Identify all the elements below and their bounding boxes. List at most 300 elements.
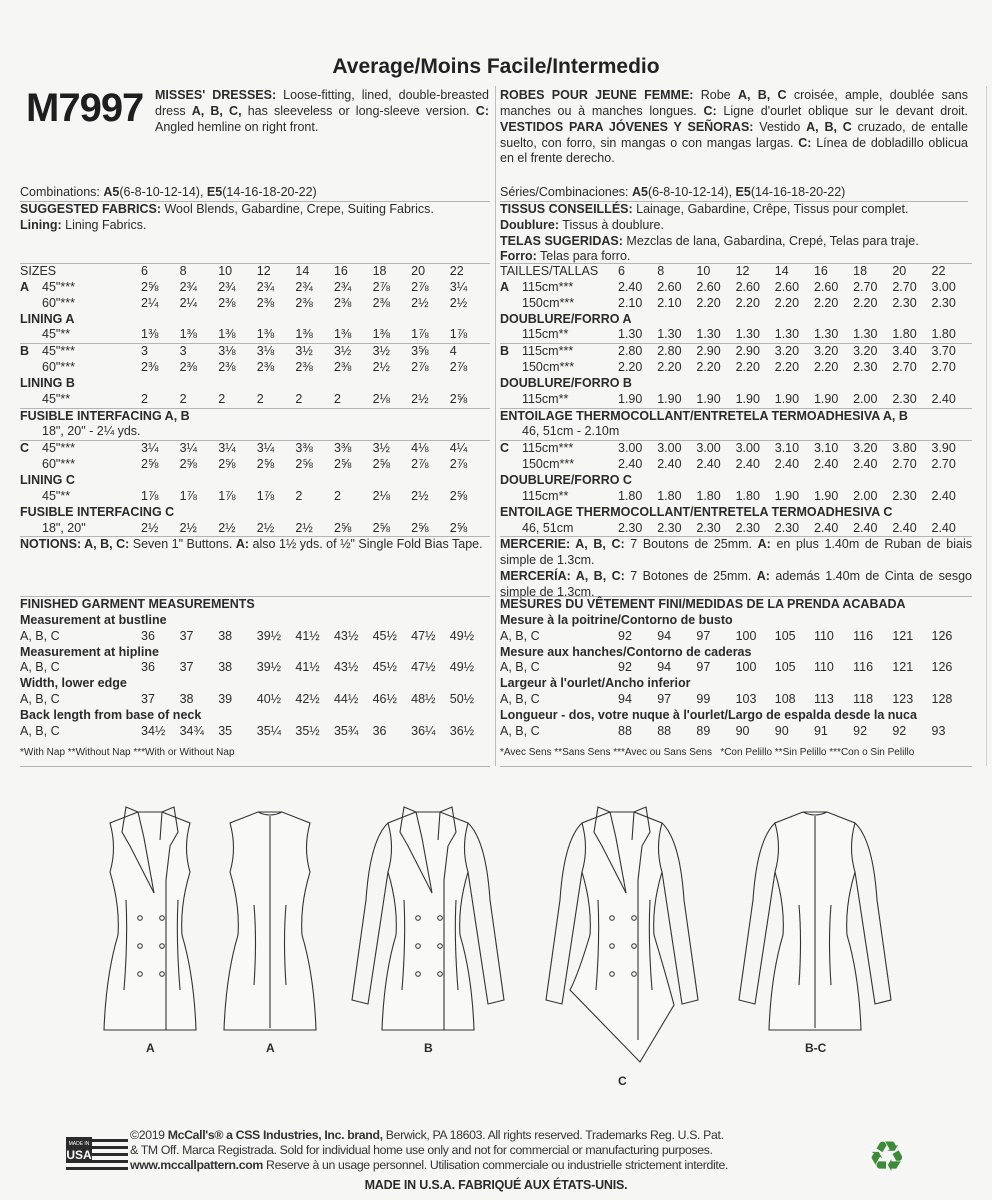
bold-text: C: [703,103,717,118]
value-cell: 2⅝ [141,279,159,294]
value-cell: 2⅜ [333,295,352,310]
finished-measurements-en [20,596,490,767]
value-cell: 3.00 [735,441,760,456]
value-cell: 3⅜ [295,441,313,456]
table-row: 46, 51cm - 2.10m [522,424,620,439]
table-row [500,296,972,312]
difficulty-heading: Average/Moins Facile/Intermedio [332,55,660,78]
table-row [500,660,972,676]
value-cell: 3.00 [931,279,956,294]
bold-text: A, B, C [806,119,852,134]
table-row [500,724,972,740]
view-letter: B [500,344,510,359]
value-cell: 49½ [449,660,475,675]
table-row [500,343,972,360]
text: Wool Blends, Gabardine, Crepe, Suiting Fabrics. [161,201,434,216]
finished-rows [20,597,490,740]
value-cell: 2⅛ [372,391,390,406]
fabric-width: 45"** [42,488,71,503]
value-cell: 2.20 [774,360,800,375]
value-cell: 2 [218,391,226,406]
value-cell: 50½ [449,692,475,707]
value-cell: 3.40 [892,344,917,359]
text: cruzado, de entalle suelto, con forro, sin mangas o con mangas largas. [500,119,968,150]
value-cell: 1.30 [813,327,839,342]
bold-text: SUGGESTED FABRICS: [20,201,161,216]
bold-text: A: [757,537,771,552]
value-cell: 1.80 [892,327,917,342]
value-cell: 2⅜ [295,360,313,375]
section-heading: Width, lower edge [20,676,127,691]
text: 7 Boutons de 25mm. [624,537,758,552]
value-cell: 94 [657,660,672,675]
fabric-width: A, B, C [500,723,540,738]
value-cell: 2 [295,488,303,503]
text: Línea de dobladillo oblicua en el frente derecho. [500,135,968,166]
table-row [20,327,490,343]
size-header: 12 [735,264,750,278]
value-cell: 2⅞ [411,457,429,472]
value-cell: 2.40 [892,520,917,535]
table-row [500,440,972,457]
value-cell: 2.40 [696,457,721,472]
value-cell: 35½ [295,723,320,738]
bold-text: Doublure: [500,217,560,232]
table-row [20,660,490,676]
text: Seven 1" Buttons. [129,537,236,552]
value-cell: 2.10 [618,295,643,310]
fabric-width: 60"*** [42,295,75,310]
row-label [500,521,618,537]
fabric-width: 46, 51cm [522,520,574,535]
value-cell: 1⅜ [218,327,236,342]
edge-line [986,86,987,766]
row-label [20,489,141,505]
value-cell: 47½ [411,660,436,675]
value-cell: 126 [931,628,953,643]
value-cell: 3.20 [774,344,800,359]
value-cell: 92 [618,628,632,643]
text: 7 Botones de 25mm. [624,569,757,584]
value-cell: 92 [618,660,632,675]
value-cell: 3½ [372,344,390,359]
value-cell: 113 [813,692,834,707]
value-cell: 2.40 [931,488,956,503]
value-cell: 1.30 [696,327,721,342]
value-cell: 1⅞ [141,488,159,503]
value-cell: 2 [256,391,264,406]
row-label [500,457,618,473]
bold-text: C: [798,135,812,150]
value-cell: 1.30 [853,327,878,342]
value-cell: 2⅝ [295,457,313,472]
value-cell: 2⅞ [411,360,429,375]
value-cell: 2⅝ [333,457,352,472]
value-cell: 123 [892,692,914,707]
section-heading: ENTOILAGE THERMOCOLLANT/ENTRETELA TERMOADHESIVA C [500,504,893,519]
view-letter: C [20,441,30,456]
fabric-width: SIZES [20,264,57,278]
value-cell: 3.70 [931,344,956,359]
view-label-b: B [424,1041,433,1055]
table-row [20,457,490,473]
value-cell: 2.30 [853,360,878,375]
row-label [20,327,141,343]
value-cell: 2.70 [892,279,917,294]
value-cell: 2⅞ [411,279,429,294]
value-cell: 1.90 [774,391,800,406]
value-cell: 2.70 [931,457,956,472]
value-cell: 36 [372,723,387,738]
value-cell: 1.90 [657,391,682,406]
value-cell: 3¼ [256,441,275,456]
value-cell: 2½ [411,391,429,406]
row-label [500,344,618,360]
row-label [20,521,141,537]
value-cell: 3⅜ [333,441,352,456]
value-cell: 1⅞ [256,488,275,503]
value-cell: 2⅜ [295,295,313,310]
combinations [500,185,968,202]
bold-text: E5 [735,185,751,199]
row-label [20,660,141,676]
value-cell: 2.20 [774,295,800,310]
row-label [20,296,141,312]
value-cell: 2½ [449,295,468,310]
value-cell: 2.20 [696,360,721,375]
table-row [500,327,972,343]
dress-outline [104,812,196,1030]
value-cell: 116 [853,660,874,675]
value-cell: 1.80 [735,488,760,503]
size-header: 6 [618,264,625,278]
section-heading: MESURES DU VÊTEMENT FINI/MEDIDAS DE LA PRENDA ACABADA [500,597,906,611]
value-cell: 2⅝ [449,488,468,503]
fabric-width: 45"** [42,391,71,406]
row-label [500,660,618,676]
dress-outline [570,812,674,1062]
value-cell: 2.80 [618,344,643,359]
value-cell: 2½ [372,360,390,375]
value-cell: 2.70 [931,360,956,375]
fabric-width: 150cm*** [522,360,575,375]
value-cell: 2⅜ [372,295,390,310]
fabrics-fr-es [500,185,968,265]
value-cell: 2⅛ [372,488,390,503]
value-cell: 92 [853,723,868,738]
value-cell: 2⅝ [179,457,197,472]
value-cell: 2.20 [657,360,682,375]
value-cell: 2.60 [774,279,800,294]
section-heading: Back length from base of neck [20,707,202,722]
value-cell: 45½ [372,660,397,675]
value-cell: 3.00 [618,441,643,456]
bold-text: VESTIDOS PARA JÓVENES Y SEÑORAS: [500,119,754,134]
bold-text: Forro: [500,249,537,264]
value-cell: 1.90 [735,391,760,406]
value-cell: 1⅜ [141,327,159,342]
value-cell: 2.60 [657,279,682,294]
table-row [20,280,490,296]
row-label [500,692,618,708]
size-header: 10 [696,264,711,278]
value-cell: 116 [853,628,874,643]
pattern-number: M7997 [26,86,144,130]
sleeve-left [352,823,388,1004]
notions-text [500,536,972,569]
value-cell: 2.40 [853,520,878,535]
value-cell: 2.60 [696,279,721,294]
value-cell: 108 [774,692,796,707]
usa-logo-main: USA [66,1148,92,1162]
fabric-width: A, B, C [500,628,540,643]
fabric-width: A, B, C [500,692,540,707]
value-cell: 2.70 [892,457,917,472]
value-cell: 89 [696,723,711,738]
value-cell: 94 [657,628,672,643]
fabric-width: A, B, C [20,692,60,707]
value-cell: 2⅞ [449,360,468,375]
section-heading: Longueur - dos, votre nuque à l'ourlet/Largo de espalda desde la nuca [500,707,917,722]
value-cell: 2½ [218,520,236,535]
value-cell: 2⅝ [372,457,390,472]
section-heading: DOUBLURE/FORRO A [500,311,632,326]
size-header: 16 [333,264,348,278]
value-cell: 2.10 [657,295,682,310]
value-cell: 2.40 [735,457,760,472]
table-row [20,489,490,505]
sleeve-right [662,823,698,1004]
sleeve-right [855,823,891,1004]
value-cell: 2.80 [657,344,682,359]
size-header: 8 [179,264,187,278]
section-heading: DOUBLURE/FORRO B [500,375,632,390]
value-cell: 1⅜ [295,327,313,342]
value-cell: 36¼ [411,723,436,738]
value-cell: 2⅜ [333,360,352,375]
fabric-width: 150cm*** [522,457,575,472]
size-header: 14 [774,264,789,278]
fabric-width: A, B, C [20,660,60,675]
fabric-width: 115cm*** [522,441,574,456]
value-cell: 36 [141,628,155,643]
table-row [500,629,972,645]
value-cell: 2.30 [892,391,917,406]
view-label-a-back: A [266,1041,275,1055]
value-cell: 2½ [179,520,197,535]
suggested-fabrics [20,202,490,218]
section-heading: LINING C [20,472,75,487]
value-cell: 90 [774,723,789,738]
bold-text: MERCERÍA: A, B, C: [500,569,625,584]
table-row [20,296,490,312]
website-line [130,1158,910,1173]
fabric-width: 115cm*** [522,344,574,359]
value-cell: 2.70 [892,360,917,375]
fabric-width: 115cm** [522,327,569,342]
value-cell: 93 [931,723,946,738]
view-label-b-c-back: B-C [805,1041,827,1055]
value-cell: 2.20 [735,295,760,310]
section-heading: Largeur à l'ourlet/Ancho inferior [500,676,691,691]
section-heading: FUSIBLE INTERFACING A, B [20,408,490,425]
value-cell: 2.20 [813,295,839,310]
size-header: 10 [218,264,233,278]
table-row [500,521,972,537]
table-row [20,629,490,645]
value-cell: 2 [141,391,148,406]
bold-text: ROBES POUR JEUNE FEMME: [500,88,694,102]
value-cell: 3.00 [696,441,721,456]
value-cell: 43½ [333,660,359,675]
value-cell: 105 [774,628,796,643]
value-cell: 34½ [141,723,166,738]
made-in-usa-logo [66,1137,128,1171]
dress-outline [382,812,474,1030]
value-cell: 2.30 [696,520,721,535]
table-row [20,692,490,708]
value-cell: 3 [141,344,148,359]
value-cell: 34¾ [179,723,204,738]
fabric-width: 45"** [42,327,71,342]
value-cell: 128 [931,692,953,707]
value-cell: 3¼ [179,441,197,456]
value-cell: 3.10 [774,441,800,456]
table-row [500,692,972,708]
value-cell: 41½ [295,660,320,675]
size-header: 18 [372,264,387,278]
section-heading: Mesure à la poitrine/Contorno de busto [500,612,733,627]
row-label [500,296,618,312]
size-header: 16 [813,264,828,278]
value-cell: 2⅜ [256,360,275,375]
value-cell: 44½ [333,692,359,707]
value-cell: 99 [696,692,711,707]
value-cell: 3¼ [218,441,236,456]
value-cell: 1.90 [618,391,643,406]
value-cell: 2⅜ [218,295,236,310]
text: Robe [693,88,738,102]
value-cell: 1.90 [813,391,839,406]
row-label [500,264,618,280]
value-cell: 97 [696,628,711,643]
text: croisée, ample, doublée sans manches ou à manches longues. [500,88,968,118]
row-label [20,629,141,645]
sizes-header-row [20,264,490,280]
view-letter: A [20,279,30,294]
value-cell: 2.40 [813,457,839,472]
table-row [20,392,490,408]
bold-text: Lining: [20,217,62,232]
row-label [500,360,618,376]
garment-drawings [0,780,992,1100]
fabric-width: 18", 20" [42,520,86,535]
value-cell: 3½ [295,344,313,359]
bold-text: A, B, C, [191,103,242,118]
value-cell: 2.30 [892,488,917,503]
recycle-icon: ♻ [868,1133,906,1180]
value-cell: 46½ [372,692,397,707]
text: also 1½ yds. of ½" Single Fold Bias Tape. [249,537,483,552]
text: Loose-fitting, lined, double-breasted dress [155,88,489,118]
value-cell: 38 [218,660,233,675]
value-cell: 2⅜ [218,360,236,375]
value-cell: 2½ [256,520,275,535]
row-label [500,489,618,505]
description-fr-es [500,88,968,167]
value-cell: 39½ [256,628,282,643]
fabric-width: 45"*** [42,441,75,456]
value-cell: 36½ [449,723,475,738]
fabric-width: 60"*** [42,360,75,375]
text: ©2019 [130,1128,168,1142]
value-cell: 1.30 [774,327,800,342]
value-cell: 2.30 [931,295,956,310]
value-cell: 4⅛ [411,441,429,456]
text: en plus 1.40m de Ruban de biais simple de 1.3cm. [500,537,972,568]
value-cell: 3.80 [892,441,917,456]
value-cell: 126 [931,660,953,675]
value-cell: 37 [141,692,155,707]
value-cell: 2.30 [774,520,800,535]
usa-logo-top: MADE IN [68,1141,90,1147]
text: & TM Off. Marca Registrada. Sold for individual home use only and not for commercial or manufacturing purposes. [130,1143,713,1157]
value-cell: 2¾ [218,279,236,294]
value-cell: 2½ [295,520,313,535]
value-cell: 2⅜ [256,295,275,310]
lining-fabrics-fr [500,218,968,234]
value-cell: 35 [218,723,233,738]
text: Tissus à doublure. [559,217,664,232]
value-cell: 1⅜ [333,327,352,342]
section-heading: LINING A [20,311,75,326]
fabric-width: A, B, C [20,628,60,643]
value-cell: 1.80 [657,488,682,503]
value-cell: 2.40 [618,279,643,294]
section-heading: DOUBLURE/FORRO C [500,472,632,487]
fabric-width: 115cm** [522,488,569,503]
lining-fabrics [20,218,490,234]
value-cell: 3.20 [853,441,878,456]
value-cell: 1.80 [931,327,956,342]
text: Ligne d'ourlet oblique sur le devant droit. [716,103,968,118]
row-label [20,360,141,376]
value-cell: 2¼ [141,295,159,310]
value-cell: 97 [657,692,672,707]
value-cell: 41½ [295,628,320,643]
value-cell: 42½ [295,692,320,707]
value-cell: 3⅝ [411,344,429,359]
value-cell: 2⅞ [372,279,390,294]
value-cell: 97 [696,660,711,675]
value-cell: 2¼ [179,295,197,310]
value-cell: 40½ [256,692,282,707]
bold-text: TISSUS CONSEILLÉS: [500,201,633,216]
sleeve-left [739,823,775,1004]
bold-text: C: [475,103,489,118]
row-label [500,724,618,740]
value-cell: 88 [657,723,672,738]
value-cell: 2⅜ [179,360,197,375]
trademark-line [130,1143,910,1158]
value-cell: 43½ [333,628,359,643]
value-cell: 37 [179,660,194,675]
value-cell: 2.00 [853,391,878,406]
view-letter: A [500,279,510,294]
value-cell: 2.00 [853,488,878,503]
section-heading: ENTOILAGE THERMOCOLLANT/ENTRETELA TERMOADHESIVA A, B [500,408,972,425]
value-cell: 100 [735,660,757,675]
